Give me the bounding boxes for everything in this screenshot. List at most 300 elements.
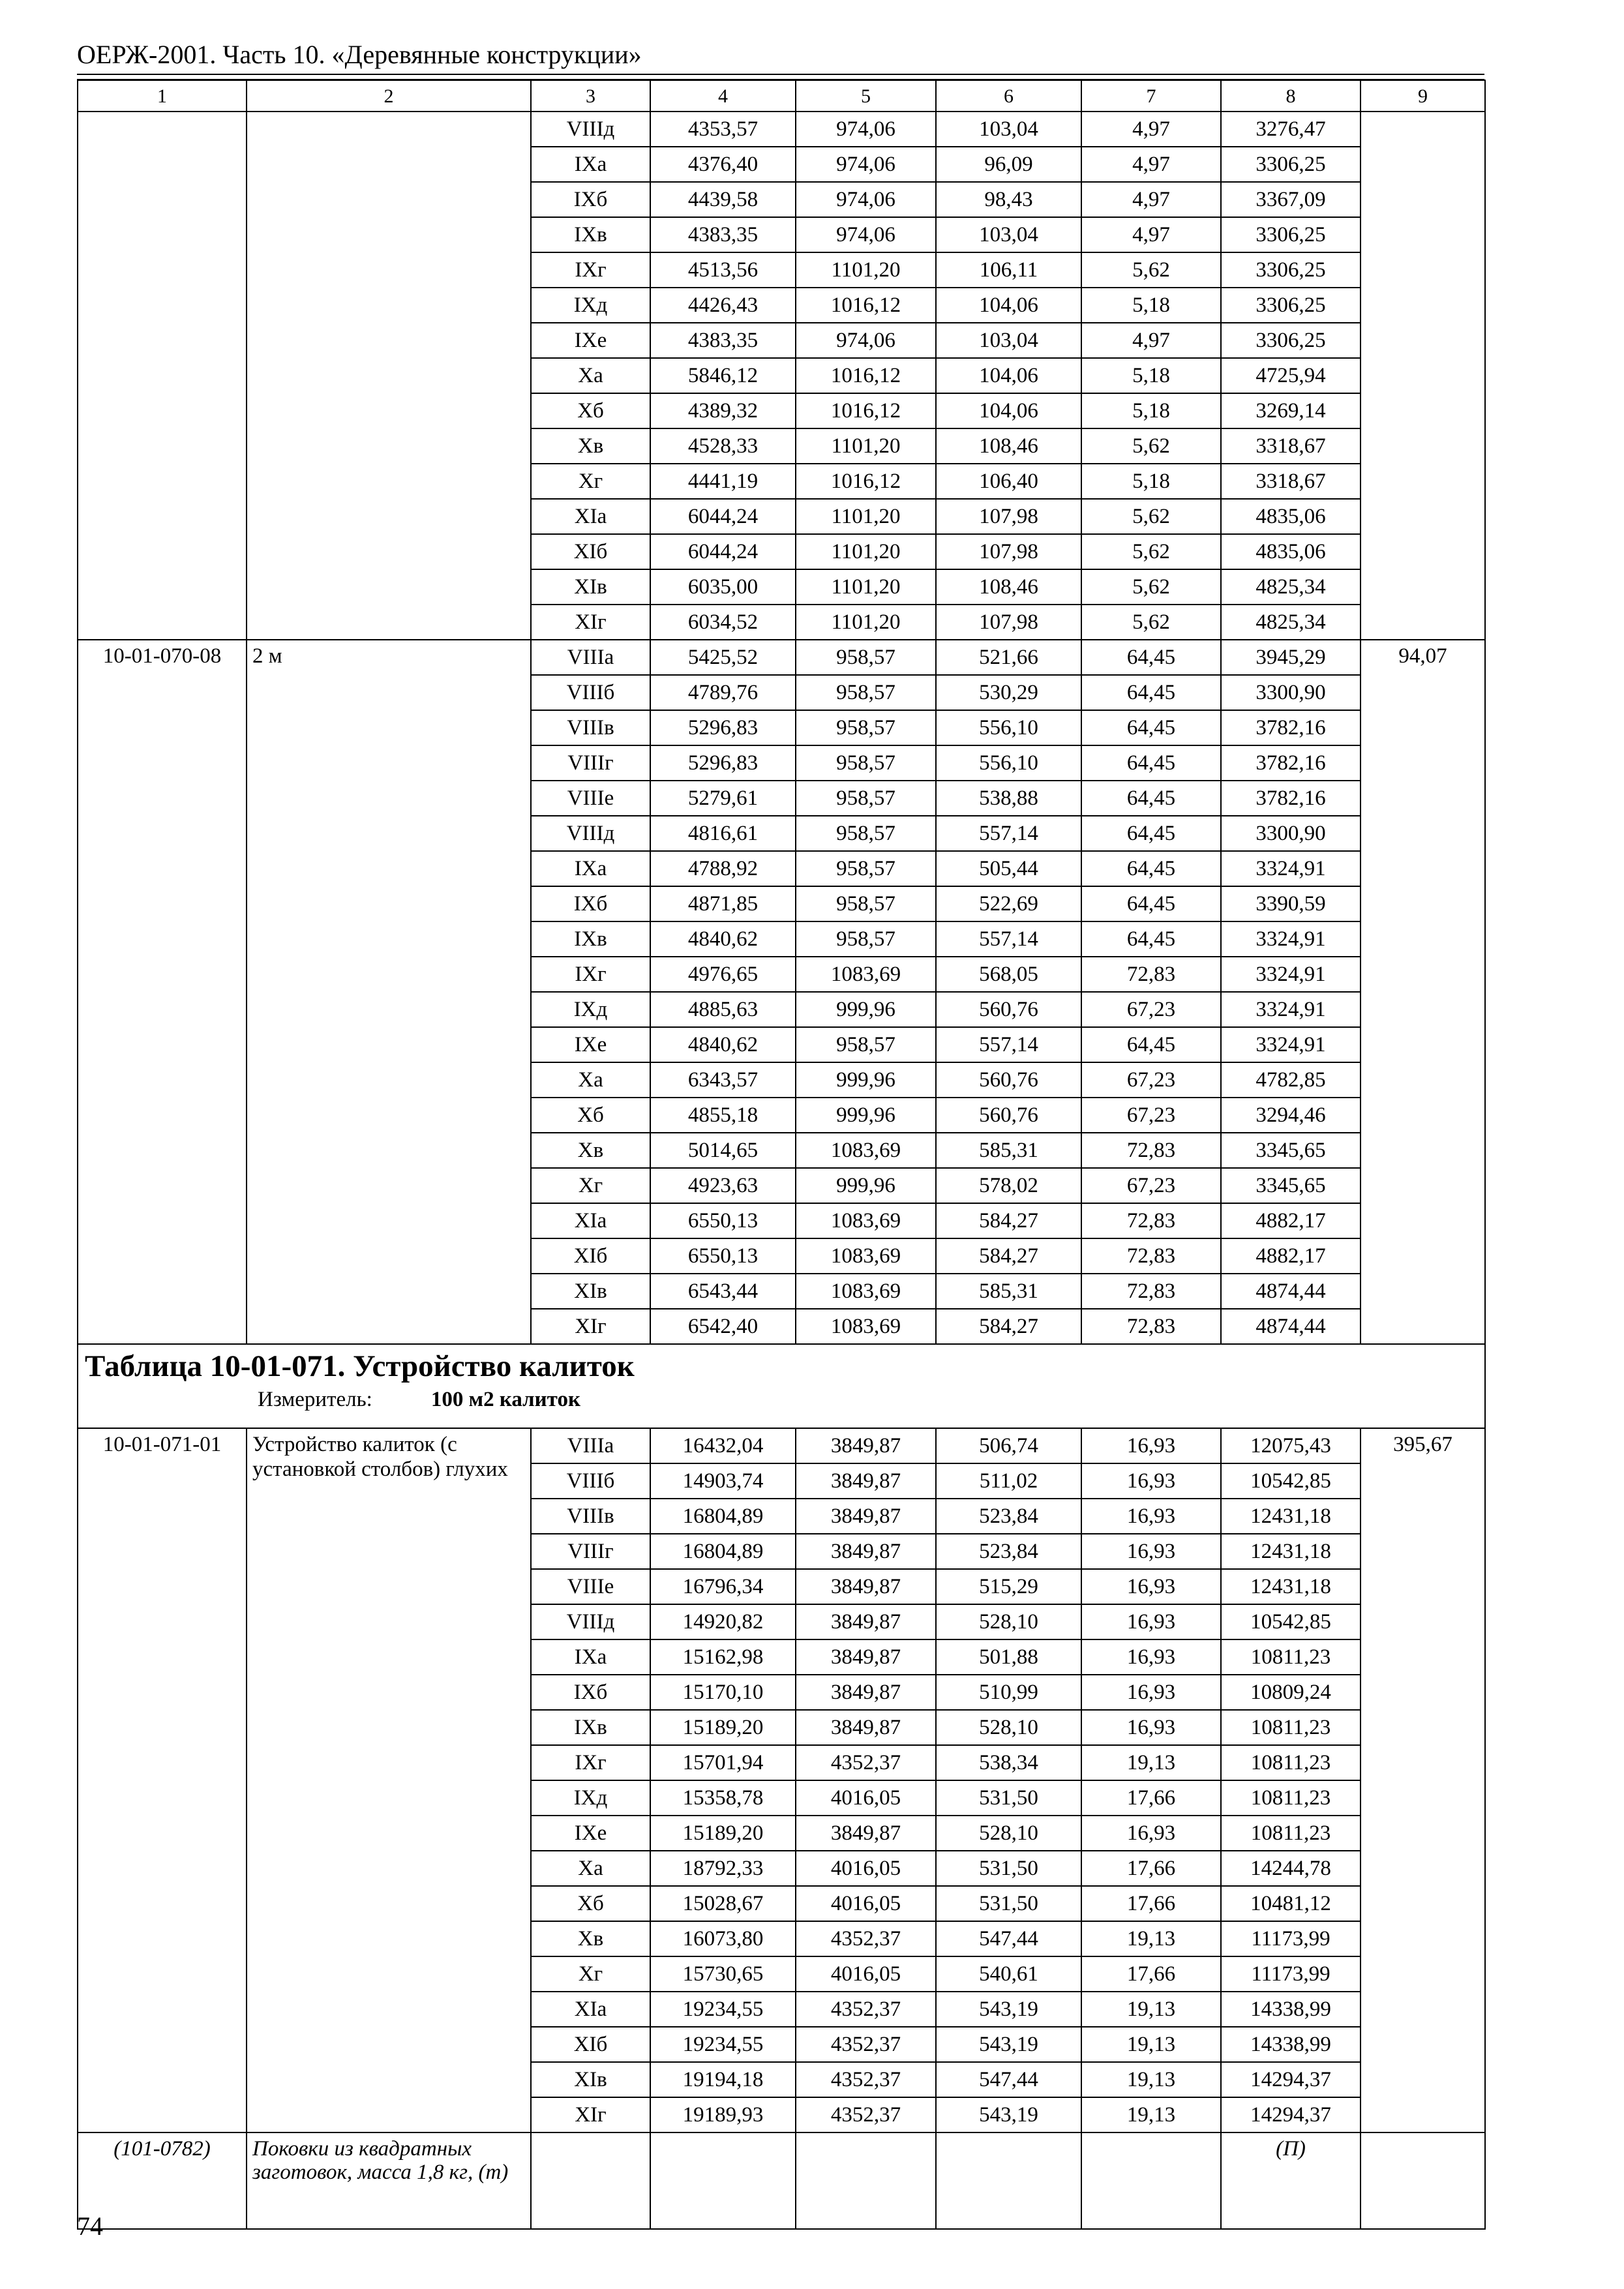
value-cell: 64,45 bbox=[1081, 710, 1221, 745]
rate-name: 2 м bbox=[247, 640, 531, 1344]
value-cell: 505,44 bbox=[936, 851, 1081, 886]
value-cell: 4383,35 bbox=[650, 323, 796, 358]
value-cell: 108,46 bbox=[936, 569, 1081, 605]
value-cell: 4016,05 bbox=[796, 1886, 936, 1921]
value-cell: 72,83 bbox=[1081, 1203, 1221, 1238]
value-cell: 584,27 bbox=[936, 1238, 1081, 1274]
empty-cell bbox=[796, 2132, 936, 2229]
value-cell: 974,06 bbox=[796, 323, 936, 358]
zone-cell: Xг bbox=[531, 1168, 650, 1203]
measure-value: 100 м2 калиток bbox=[430, 1387, 580, 1411]
value-cell: 528,10 bbox=[936, 1604, 1081, 1639]
header-rule bbox=[77, 74, 1484, 75]
value-cell: 538,34 bbox=[936, 1745, 1081, 1780]
value-cell: 4376,40 bbox=[650, 147, 796, 182]
value-cell: 15358,78 bbox=[650, 1780, 796, 1816]
value-cell: 557,14 bbox=[936, 921, 1081, 957]
value-cell: 958,57 bbox=[796, 886, 936, 921]
value-cell: 501,88 bbox=[936, 1639, 1081, 1675]
value-cell: 4016,05 bbox=[796, 1956, 936, 1992]
value-cell: 4441,19 bbox=[650, 464, 796, 499]
zone-cell: XIг bbox=[531, 2097, 650, 2132]
value-cell: 103,04 bbox=[936, 112, 1081, 147]
page-header: ОЕРЖ-2001. Часть 10. «Деревянные конструкции» bbox=[77, 40, 642, 69]
zone-cell: IXa bbox=[531, 851, 650, 886]
value-cell: 958,57 bbox=[796, 745, 936, 781]
value-cell: 543,19 bbox=[936, 1992, 1081, 2027]
column-number: 3 bbox=[531, 80, 650, 112]
value-cell: 16804,89 bbox=[650, 1499, 796, 1534]
value-cell: 16,93 bbox=[1081, 1639, 1221, 1675]
value-cell: 1016,12 bbox=[796, 288, 936, 323]
zone-cell: Xa bbox=[531, 358, 650, 393]
value-cell: 64,45 bbox=[1081, 1027, 1221, 1062]
value-cell: 3300,90 bbox=[1221, 816, 1361, 851]
value-cell: 16,93 bbox=[1081, 1463, 1221, 1499]
value-cell: 15170,10 bbox=[650, 1675, 796, 1710]
value-cell: 585,31 bbox=[936, 1133, 1081, 1168]
value-cell: 3782,16 bbox=[1221, 781, 1361, 816]
value-cell: 14338,99 bbox=[1221, 2027, 1361, 2062]
value-cell: 5846,12 bbox=[650, 358, 796, 393]
zone-cell: VIIIе bbox=[531, 781, 650, 816]
value-cell: 3318,67 bbox=[1221, 428, 1361, 464]
value-cell: 1101,20 bbox=[796, 428, 936, 464]
value-cell: 4353,57 bbox=[650, 112, 796, 147]
column-numbers-row bbox=[78, 80, 1485, 112]
value-cell: 108,46 bbox=[936, 428, 1081, 464]
value-cell: 5279,61 bbox=[650, 781, 796, 816]
zone-cell: XIг bbox=[531, 605, 650, 640]
value-cell: 1101,20 bbox=[796, 534, 936, 569]
value-cell: 96,09 bbox=[936, 147, 1081, 182]
zone-cell: Xг bbox=[531, 464, 650, 499]
value-cell: 3782,16 bbox=[1221, 745, 1361, 781]
value-cell: 3276,47 bbox=[1221, 112, 1361, 147]
value-cell: 3306,25 bbox=[1221, 252, 1361, 288]
value-cell: 556,10 bbox=[936, 710, 1081, 745]
zone-cell: IXг bbox=[531, 957, 650, 992]
empty-cell bbox=[650, 2132, 796, 2229]
value-cell: 4840,62 bbox=[650, 921, 796, 957]
zone-cell: IXе bbox=[531, 323, 650, 358]
value-cell: 15189,20 bbox=[650, 1710, 796, 1745]
value-cell: 104,06 bbox=[936, 288, 1081, 323]
value-cell: 523,84 bbox=[936, 1534, 1081, 1569]
value-cell: 103,04 bbox=[936, 323, 1081, 358]
value-cell: 4,97 bbox=[1081, 147, 1221, 182]
value-cell: 16804,89 bbox=[650, 1534, 796, 1569]
value-cell: 19,13 bbox=[1081, 1745, 1221, 1780]
value-cell: 19234,55 bbox=[650, 1992, 796, 2027]
zone-cell: VIIIд bbox=[531, 816, 650, 851]
rate-extra bbox=[1361, 112, 1485, 640]
value-cell: 560,76 bbox=[936, 992, 1081, 1027]
value-cell: 3849,87 bbox=[796, 1604, 936, 1639]
value-cell: 67,23 bbox=[1081, 1168, 1221, 1203]
zone-cell: IXв bbox=[531, 1710, 650, 1745]
value-cell: 67,23 bbox=[1081, 1098, 1221, 1133]
column-number: 6 bbox=[936, 80, 1081, 112]
rate-name bbox=[247, 112, 531, 640]
value-cell: 19,13 bbox=[1081, 1921, 1221, 1956]
value-cell: 5,62 bbox=[1081, 534, 1221, 569]
value-cell: 10809,24 bbox=[1221, 1675, 1361, 1710]
value-cell: 528,10 bbox=[936, 1710, 1081, 1745]
zone-cell: IXг bbox=[531, 1745, 650, 1780]
value-cell: 5,18 bbox=[1081, 288, 1221, 323]
material-unit: (П) bbox=[1221, 2132, 1361, 2229]
value-cell: 584,27 bbox=[936, 1309, 1081, 1344]
value-cell: 547,44 bbox=[936, 1921, 1081, 1956]
value-cell: 67,23 bbox=[1081, 992, 1221, 1027]
value-cell: 10542,85 bbox=[1221, 1463, 1361, 1499]
zone-cell: VIIIе bbox=[531, 1569, 650, 1604]
value-cell: 12075,43 bbox=[1221, 1428, 1361, 1463]
value-cell: 5,62 bbox=[1081, 605, 1221, 640]
rate-code: 10-01-070-08 bbox=[78, 640, 247, 1344]
value-cell: 64,45 bbox=[1081, 745, 1221, 781]
value-cell: 999,96 bbox=[796, 1168, 936, 1203]
value-cell: 98,43 bbox=[936, 182, 1081, 217]
value-cell: 522,69 bbox=[936, 886, 1081, 921]
value-cell: 107,98 bbox=[936, 499, 1081, 534]
zone-cell: XIв bbox=[531, 569, 650, 605]
value-cell: 999,96 bbox=[796, 1062, 936, 1098]
value-cell: 5296,83 bbox=[650, 745, 796, 781]
value-cell: 560,76 bbox=[936, 1098, 1081, 1133]
table-row bbox=[78, 112, 1485, 147]
rate-extra: 395,67 bbox=[1361, 1428, 1485, 2132]
value-cell: 4016,05 bbox=[796, 1780, 936, 1816]
zone-cell: IXд bbox=[531, 992, 650, 1027]
zone-cell: XIг bbox=[531, 1309, 650, 1344]
value-cell: 19189,93 bbox=[650, 2097, 796, 2132]
value-cell: 1016,12 bbox=[796, 358, 936, 393]
value-cell: 3849,87 bbox=[796, 1675, 936, 1710]
value-cell: 14294,37 bbox=[1221, 2062, 1361, 2097]
value-cell: 3945,29 bbox=[1221, 640, 1361, 675]
zone-cell: IXд bbox=[531, 288, 650, 323]
value-cell: 3782,16 bbox=[1221, 710, 1361, 745]
value-cell: 3306,25 bbox=[1221, 323, 1361, 358]
measure-label: Измеритель: bbox=[258, 1387, 372, 1411]
value-cell: 4,97 bbox=[1081, 323, 1221, 358]
value-cell: 1083,69 bbox=[796, 1203, 936, 1238]
empty-cell bbox=[1361, 2132, 1485, 2229]
value-cell: 16,93 bbox=[1081, 1710, 1221, 1745]
value-cell: 543,19 bbox=[936, 2027, 1081, 2062]
zone-cell: XIб bbox=[531, 2027, 650, 2062]
value-cell: 64,45 bbox=[1081, 640, 1221, 675]
column-number: 4 bbox=[650, 80, 796, 112]
empty-cell bbox=[1081, 2132, 1221, 2229]
zone-cell: XIa bbox=[531, 1992, 650, 2027]
column-number: 1 bbox=[78, 80, 247, 112]
value-cell: 4789,76 bbox=[650, 675, 796, 710]
value-cell: 19,13 bbox=[1081, 2027, 1221, 2062]
value-cell: 3849,87 bbox=[796, 1569, 936, 1604]
value-cell: 64,45 bbox=[1081, 781, 1221, 816]
material-code: (101-0782) bbox=[78, 2132, 247, 2229]
zone-cell: Xб bbox=[531, 393, 650, 428]
value-cell: 1101,20 bbox=[796, 605, 936, 640]
value-cell: 6044,24 bbox=[650, 534, 796, 569]
zone-cell: VIIIв bbox=[531, 1499, 650, 1534]
zone-cell: XIa bbox=[531, 499, 650, 534]
value-cell: 106,11 bbox=[936, 252, 1081, 288]
value-cell: 3324,91 bbox=[1221, 921, 1361, 957]
value-cell: 4825,34 bbox=[1221, 605, 1361, 640]
value-cell: 19194,18 bbox=[650, 2062, 796, 2097]
value-cell: 16,93 bbox=[1081, 1499, 1221, 1534]
value-cell: 16,93 bbox=[1081, 1428, 1221, 1463]
zone-cell: Xв bbox=[531, 1133, 650, 1168]
empty-cell bbox=[936, 2132, 1081, 2229]
zone-cell: IXд bbox=[531, 1780, 650, 1816]
value-cell: 15730,65 bbox=[650, 1956, 796, 1992]
zone-cell: Xa bbox=[531, 1851, 650, 1886]
value-cell: 584,27 bbox=[936, 1203, 1081, 1238]
value-cell: 106,40 bbox=[936, 464, 1081, 499]
zone-cell: IXе bbox=[531, 1027, 650, 1062]
value-cell: 64,45 bbox=[1081, 851, 1221, 886]
value-cell: 556,10 bbox=[936, 745, 1081, 781]
value-cell: 5014,65 bbox=[650, 1133, 796, 1168]
value-cell: 531,50 bbox=[936, 1780, 1081, 1816]
value-cell: 72,83 bbox=[1081, 1309, 1221, 1344]
value-cell: 10811,23 bbox=[1221, 1639, 1361, 1675]
value-cell: 10481,12 bbox=[1221, 1886, 1361, 1921]
value-cell: 3306,25 bbox=[1221, 147, 1361, 182]
value-cell: 64,45 bbox=[1081, 675, 1221, 710]
value-cell: 3367,09 bbox=[1221, 182, 1361, 217]
table-caption-row bbox=[78, 1344, 1485, 1428]
value-cell: 4882,17 bbox=[1221, 1203, 1361, 1238]
column-number: 5 bbox=[796, 80, 936, 112]
value-cell: 6035,00 bbox=[650, 569, 796, 605]
value-cell: 3324,91 bbox=[1221, 851, 1361, 886]
value-cell: 19,13 bbox=[1081, 1992, 1221, 2027]
value-cell: 11173,99 bbox=[1221, 1921, 1361, 1956]
value-cell: 3849,87 bbox=[796, 1710, 936, 1745]
rate-code: 10-01-071-01 bbox=[78, 1428, 247, 2132]
value-cell: 528,10 bbox=[936, 1816, 1081, 1851]
zone-cell: XIв bbox=[531, 2062, 650, 2097]
value-cell: 15162,98 bbox=[650, 1639, 796, 1675]
value-cell: 10811,23 bbox=[1221, 1710, 1361, 1745]
zone-cell: IXе bbox=[531, 1816, 650, 1851]
value-cell: 16,93 bbox=[1081, 1675, 1221, 1710]
value-cell: 4016,05 bbox=[796, 1851, 936, 1886]
zone-cell: Xб bbox=[531, 1886, 650, 1921]
page-number: 74 bbox=[77, 2211, 103, 2241]
value-cell: 3849,87 bbox=[796, 1639, 936, 1675]
value-cell: 531,50 bbox=[936, 1886, 1081, 1921]
zone-cell: Xв bbox=[531, 1921, 650, 1956]
value-cell: 557,14 bbox=[936, 1027, 1081, 1062]
value-cell: 531,50 bbox=[936, 1851, 1081, 1886]
zone-cell: XIб bbox=[531, 534, 650, 569]
value-cell: 6343,57 bbox=[650, 1062, 796, 1098]
value-cell: 5,62 bbox=[1081, 569, 1221, 605]
value-cell: 538,88 bbox=[936, 781, 1081, 816]
value-cell: 72,83 bbox=[1081, 1238, 1221, 1274]
value-cell: 16073,80 bbox=[650, 1921, 796, 1956]
value-cell: 1083,69 bbox=[796, 1309, 936, 1344]
value-cell: 515,29 bbox=[936, 1569, 1081, 1604]
value-cell: 12431,18 bbox=[1221, 1534, 1361, 1569]
zone-cell: Xг bbox=[531, 1956, 650, 1992]
value-cell: 4352,37 bbox=[796, 1992, 936, 2027]
zone-cell: VIIIб bbox=[531, 675, 650, 710]
table-measure bbox=[85, 1388, 1478, 1411]
value-cell: 506,74 bbox=[936, 1428, 1081, 1463]
value-cell: 3345,65 bbox=[1221, 1133, 1361, 1168]
rate-extra: 94,07 bbox=[1361, 640, 1485, 1344]
value-cell: 72,83 bbox=[1081, 1274, 1221, 1309]
value-cell: 5,18 bbox=[1081, 464, 1221, 499]
value-cell: 543,19 bbox=[936, 2097, 1081, 2132]
column-number: 8 bbox=[1221, 80, 1361, 112]
value-cell: 4,97 bbox=[1081, 217, 1221, 252]
zone-cell: IXв bbox=[531, 921, 650, 957]
value-cell: 4513,56 bbox=[650, 252, 796, 288]
value-cell: 4885,63 bbox=[650, 992, 796, 1027]
value-cell: 4389,32 bbox=[650, 393, 796, 428]
value-cell: 6034,52 bbox=[650, 605, 796, 640]
value-cell: 16796,34 bbox=[650, 1569, 796, 1604]
value-cell: 4352,37 bbox=[796, 2027, 936, 2062]
zone-cell: VIIIб bbox=[531, 1463, 650, 1499]
value-cell: 10811,23 bbox=[1221, 1816, 1361, 1851]
value-cell: 18792,33 bbox=[650, 1851, 796, 1886]
value-cell: 1101,20 bbox=[796, 499, 936, 534]
zone-cell: IXг bbox=[531, 252, 650, 288]
value-cell: 578,02 bbox=[936, 1168, 1081, 1203]
value-cell: 3294,46 bbox=[1221, 1098, 1361, 1133]
material-name: Поковки из квадратных заготовок, масса 1,8 кг, (т) bbox=[247, 2132, 531, 2229]
value-cell: 974,06 bbox=[796, 112, 936, 147]
value-cell: 3849,87 bbox=[796, 1499, 936, 1534]
value-cell: 3849,87 bbox=[796, 1534, 936, 1569]
value-cell: 4426,43 bbox=[650, 288, 796, 323]
value-cell: 103,04 bbox=[936, 217, 1081, 252]
table-title: Таблица 10-01-071. Устройство калиток bbox=[85, 1349, 635, 1383]
value-cell: 547,44 bbox=[936, 2062, 1081, 2097]
value-cell: 1016,12 bbox=[796, 393, 936, 428]
value-cell: 3269,14 bbox=[1221, 393, 1361, 428]
empty-cell bbox=[531, 2132, 650, 2229]
value-cell: 4855,18 bbox=[650, 1098, 796, 1133]
value-cell: 15189,20 bbox=[650, 1816, 796, 1851]
column-number: 7 bbox=[1081, 80, 1221, 112]
value-cell: 530,29 bbox=[936, 675, 1081, 710]
value-cell: 4825,34 bbox=[1221, 569, 1361, 605]
zone-cell: VIIIд bbox=[531, 112, 650, 147]
value-cell: 4788,92 bbox=[650, 851, 796, 886]
value-cell: 3345,65 bbox=[1221, 1168, 1361, 1203]
value-cell: 5296,83 bbox=[650, 710, 796, 745]
value-cell: 974,06 bbox=[796, 217, 936, 252]
value-cell: 4871,85 bbox=[650, 886, 796, 921]
value-cell: 4874,44 bbox=[1221, 1274, 1361, 1309]
table-row bbox=[78, 1428, 1485, 1463]
rate-code bbox=[78, 112, 247, 640]
value-cell: 6543,44 bbox=[650, 1274, 796, 1309]
value-cell: 14920,82 bbox=[650, 1604, 796, 1639]
value-cell: 64,45 bbox=[1081, 921, 1221, 957]
value-cell: 1101,20 bbox=[796, 569, 936, 605]
value-cell: 14903,74 bbox=[650, 1463, 796, 1499]
value-cell: 958,57 bbox=[796, 640, 936, 675]
zone-cell: IXб bbox=[531, 886, 650, 921]
value-cell: 540,61 bbox=[936, 1956, 1081, 1992]
zone-cell: VIIIв bbox=[531, 710, 650, 745]
value-cell: 16,93 bbox=[1081, 1816, 1221, 1851]
value-cell: 974,06 bbox=[796, 147, 936, 182]
value-cell: 4874,44 bbox=[1221, 1309, 1361, 1344]
value-cell: 560,76 bbox=[936, 1062, 1081, 1098]
value-cell: 1083,69 bbox=[796, 1238, 936, 1274]
value-cell: 4352,37 bbox=[796, 2062, 936, 2097]
zone-cell: VIIIг bbox=[531, 745, 650, 781]
zone-cell: Xa bbox=[531, 1062, 650, 1098]
value-cell: 10811,23 bbox=[1221, 1745, 1361, 1780]
value-cell: 999,96 bbox=[796, 992, 936, 1027]
value-cell: 999,96 bbox=[796, 1098, 936, 1133]
value-cell: 64,45 bbox=[1081, 816, 1221, 851]
value-cell: 67,23 bbox=[1081, 1062, 1221, 1098]
zone-cell: IXб bbox=[531, 182, 650, 217]
zone-cell: IXв bbox=[531, 217, 650, 252]
value-cell: 3318,67 bbox=[1221, 464, 1361, 499]
value-cell: 15701,94 bbox=[650, 1745, 796, 1780]
value-cell: 5,18 bbox=[1081, 358, 1221, 393]
value-cell: 17,66 bbox=[1081, 1956, 1221, 1992]
value-cell: 568,05 bbox=[936, 957, 1081, 992]
value-cell: 4840,62 bbox=[650, 1027, 796, 1062]
value-cell: 4,97 bbox=[1081, 182, 1221, 217]
value-cell: 510,99 bbox=[936, 1675, 1081, 1710]
value-cell: 958,57 bbox=[796, 816, 936, 851]
value-cell: 12431,18 bbox=[1221, 1499, 1361, 1534]
value-cell: 107,98 bbox=[936, 605, 1081, 640]
value-cell: 4439,58 bbox=[650, 182, 796, 217]
zone-cell: XIб bbox=[531, 1238, 650, 1274]
zone-cell: XIa bbox=[531, 1203, 650, 1238]
value-cell: 19,13 bbox=[1081, 2097, 1221, 2132]
value-cell: 17,66 bbox=[1081, 1780, 1221, 1816]
table-row bbox=[78, 640, 1485, 675]
value-cell: 4352,37 bbox=[796, 1921, 936, 1956]
table-caption bbox=[78, 1344, 1485, 1428]
rate-name: Устройство калиток (с установкой столбов) глухих bbox=[247, 1428, 531, 2132]
value-cell: 3849,87 bbox=[796, 1428, 936, 1463]
value-cell: 16432,04 bbox=[650, 1428, 796, 1463]
value-cell: 5,62 bbox=[1081, 499, 1221, 534]
value-cell: 17,66 bbox=[1081, 1851, 1221, 1886]
rates-table bbox=[77, 80, 1486, 2230]
value-cell: 1083,69 bbox=[796, 957, 936, 992]
value-cell: 3324,91 bbox=[1221, 1027, 1361, 1062]
value-cell: 4923,63 bbox=[650, 1168, 796, 1203]
value-cell: 3300,90 bbox=[1221, 675, 1361, 710]
value-cell: 4882,17 bbox=[1221, 1238, 1361, 1274]
value-cell: 4976,65 bbox=[650, 957, 796, 992]
value-cell: 958,57 bbox=[796, 1027, 936, 1062]
value-cell: 5425,52 bbox=[650, 640, 796, 675]
